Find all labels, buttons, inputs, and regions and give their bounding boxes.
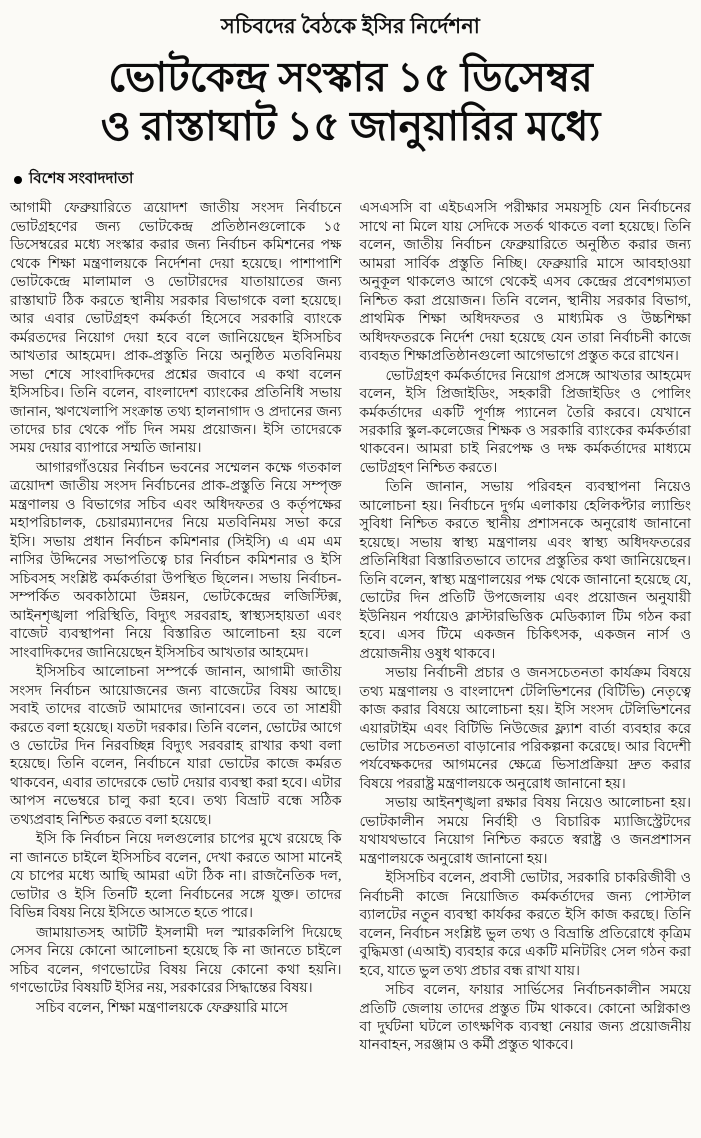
article-paragraph: তিনি জানান, সভায় পরিবহন ব্যবস্থাপনা নিয়েও আলোচনা হয়। নির্বাচনে দুর্গম এলাকায় হেলিকপ্টার ল্যান্ডিং সুবিধা নিশ্চিত করতে স্থানীয় প্রশাসনকে অনুরোধ জানানো হয়েছে। সভায় স্বাস্থ্য মন্ত্রণালয় এবং স্বাস্থ্য অধিদফতরের প্রতিনিধিরা বিস্তারিতভাবে তাদের প্রস্তুতির কথা জানিয়েছেন। তিনি বলেন, স্বাস্থ্য মন্ত্রণালয়ের পক্ষ থেকে জানানো হয়েছে যে, ভোটের দিন প্রতিটি উপজেলায় এবং প্রয়োজন অনুযায়ী ইউনিয়ন পর্যায়েও ক্লাস্টারভিত্তিক মেডিক্যাল টিম গঠন করা হবে। এসব টিমে একজন চিকিৎসক, একজন নার্স ও প্রয়োজনীয় ওষুধ থাকবে।: [359, 480, 691, 662]
article-paragraph: আগামী ফেব্রুয়ারিতে ত্রয়োদশ জাতীয় সংসদ নির্বাচনে ভোটগ্রহণের জন্য ভোটকেন্দ্র প্রতিষ্ঠানগুলোকে ১৫ ডিসেম্বরের মধ্যে সংস্কার করার জন্য নির্বাচন কমিশনের পক্ষ থেকে শিক্ষা মন্ত্রণালয়কে নির্দেশনা দেয়া হয়েছে। পাশাপাশি ভোটকেন্দ্রে মালামাল ও ভোটারদের যাতায়াতের জন্য রাস্তাঘাট ঠিক করতে স্থানীয় সরকার বিভাগকে বলা হয়েছে। আর এবার ভোটগ্রহণ কর্মকর্তা হিসেবে সরকারি ব্যাংকে কর্মরতদের নিয়োগ দেয়া হবে বলে জানিয়েছেন ইসিসচিব আখতার আহমেদ। প্রাক-প্রস্তুতি নিয়ে অনুষ্ঠিত মতবিনিময় সভা শেষে সাংবাদিকদের প্রশ্নের জবাবে এ কথা বলেন ইসিসচিব। তিনি বলেন, বাংলাদেশ ব্যাংকের প্রতিনিধি সভায় জানান, ঋণখেলাপি সংক্রান্ত তথ্য হালনাগাদ ও প্রদানের জন্য তাদের চার থেকে পাঁচ দিন সময় প্রয়োজন। ইসি তাদেরকে সময় দেয়ার ব্যাপারে সম্মতি জানায়।: [10, 201, 342, 457]
bullet-icon: [14, 176, 22, 184]
article-paragraph: সভায় নির্বাচনী প্রচার ও জনসচেতনতা কার্যক্রম বিষয়ে তথ্য মন্ত্রণালয় ও বাংলাদেশ টেলিভিশনের (বিটিভি) নেতৃত্বে কাজ করার বিষয়ে আলোচনা হয়। ইসি সংসদ টেলিভিশনের এয়ারটাইম এবং বিটিভি নিউজের ফ্ল্যাশ বার্তা ব্যবহার করে ভোটার সচেতনতা বাড়ানোর পরিকল্পনা করেছে। আর বিদেশী পর্যবেক্ষকদের আগমনের ক্ষেত্রে ভিসাপ্রক্রিয়া দ্রুত করার বিষয়ে পররাষ্ট্র মন্ত্রণালয়কে অনুরোধ জানানো হয়।: [359, 666, 691, 792]
kicker: সচিবদের বৈঠকে ইসির নির্দেশনা: [220, 14, 481, 38]
article-paragraph: এসএসসি বা এইচএসসি পরীক্ষার সময়সূচি যেন নির্বাচনের সাথে না মিলে যায় সেদিকে সতর্ক থাকতে বলা হয়েছে। তিনি বলেন, জাতীয় নির্বাচন ফেব্রুয়ারিতে অনুষ্ঠিত করার জন্য আমরা সার্বিক প্রস্তুতি নিচ্ছি। ফেব্রুয়ারি মাসে আবহাওয়া অনুকূল থাকলেও আগে থেকেই এসব কেন্দ্রের প্রবেশগম্যতা নিশ্চিত করা প্রয়োজন। তিনি বলেন, স্থানীয় সরকার বিভাগ, প্রাথমিক শিক্ষা অধিদফতর ও মাধ্যমিক ও উচ্চশিক্ষা অধিদফতরকে নির্দেশ দেয়া হয়েছে যেন তারা নির্বাচনী কাজে ব্যবহৃত শিক্ষাপ্রতিষ্ঠানগুলো আগেভাগে প্রস্তুত করে রাখেন।: [359, 201, 691, 365]
article-paragraph: জামায়াতসহ আটটি ইসলামী দল স্মারকলিপি দিয়েছে সেসব নিয়ে কোনো আলোচনা হয়েছে কি না জানতে চাইলে সচিব বলেন, গণভোটের বিষয় নিয়ে কোনো কথা হয়নি। গণভোটের বিষয়টি ইসির নয়, সরকারের সিদ্ধান্তের বিষয়।: [10, 925, 342, 997]
article-paragraph: সভায় আইনশৃঙ্খলা রক্ষার বিষয় নিয়েও আলোচনা হয়। ভোটকালীন সময়ে নির্বাহী ও বিচারিক ম্যাজিস্ট্রেটদের যথাযথভাবে নিয়োগ নিশ্চিত করতে স্বরাষ্ট্র ও জনপ্রশাসন মন্ত্রণালয়কে অনুরোধ জানানো হয়।: [359, 796, 691, 867]
byline-row: [14, 167, 691, 192]
article-paragraph: আগারগাঁওয়ের নির্বাচন ভবনের সম্মেলন কক্ষে গতকাল ত্রয়োদশ জাতীয় সংসদ নির্বাচনের প্রাক-প্রস্তুতি নিয়ে সম্পৃক্ত মন্ত্রণালয় ও বিভাগের সচিব এবং অধিদফতর ও কর্তৃপক্ষের মহাপরিচালক, চেয়ারম্যানদের নিয়ে মতবিনিময় সভা করে ইসি। সভায় প্রধান নির্বাচন কমিশনার (সিইসি) এ এম এম নাসির উদ্দিনের সভাপতিত্বে চার নির্বাচন কমিশনার ও ইসি সচিবসহ সংশ্লিষ্ট কর্মকর্তারা উপস্থিত ছিলেন। সভায় নির্বাচন-সম্পর্কিত অবকাঠামো উন্নয়ন, ভোটকেন্দ্রের লজিস্টিক্স, আইনশৃঙ্খলা পরিস্থিতি, বিদ্যুৎ সরবরাহ, স্বাস্থ্যসহায়তা এবং বাজেট ব্যবস্থাপনা নিয়ে বিস্তারিত আলোচনা হয় বলে সাংবাদিকদের জানিয়েছেন ইসিসচিব আখতার আহমেদ।: [10, 460, 342, 661]
article-column-right: [360, 200, 692, 1057]
headline: [10, 53, 691, 151]
article-paragraph: ভোটগ্রহণ কর্মকর্তাদের নিয়োগ প্রসঙ্গে আখতার আহমেদ বলেন, ইসি প্রিজাইডিং, সহকারী প্রিজাইডিং ও পোলিং কর্মকর্তাদের একটি পূর্ণাঙ্গ প্যানেল তৈরি করবে। যেখানে সরকারি স্কুল-কলেজের শিক্ষক ও সরকারি ব্যাংকের কর্মকর্তারা থাকবেন। আমরা চাই নিরপেক্ষ ও দক্ষ কর্মকর্তাদের মাধ্যমে ভোটগ্রহণ নিশ্চিত করতে।: [359, 368, 691, 476]
article-paragraph: ইসিসচিব বলেন, প্রবাসী ভোটার, সরকারি চাকরিজীবী ও নির্বাচনী কাজে নিয়োজিত কর্মকর্তাদের জন্য পোস্টাল ব্যালটের নতুন ব্যবস্থা কার্যকর করতে ইসি কাজ করছে। তিনি বলেন, নির্বাচন সংশ্লিষ্ট ভুল তথ্য ও বিভ্রান্তি প্রতিরোধে কৃত্রিম বুদ্ধিমত্তা (এআই) ব্যবহার করে একটি মনিটরিং সেল গঠন করা হবে, যাতে ভুল তথ্য প্রচার বন্ধ রাখা যায়।: [359, 871, 691, 979]
article-column-left: [10, 200, 342, 1019]
article-body: [10, 200, 691, 1057]
article-paragraph: সচিব বলেন, শিক্ষা মন্ত্রণালয়কে ফেব্রুয়ারি মাসে: [36, 1000, 288, 1016]
headline-line-2: ও রাস্তাঘাট ১৫ জানুয়ারির মধ্যে: [100, 103, 601, 150]
headline-line-1: ভোটকেন্দ্র সংস্কার ১৫ ডিসেম্বর: [108, 54, 593, 100]
article-paragraph: ইসি কি নির্বাচন নিয়ে দলগুলোর চাপের মুখে রয়েছে কি না জানতে চাইলে ইসিসচিব বলেন, দেখা করতে আসা মানেই যে চাপের মধ্যে আছি আমরা এটা ঠিক না। রাজনৈতিক দল, ভোটার ও ইসি তিনটি হলো নির্বাচনের সঙ্গে যুক্ত। তাদের বিভিন্ন বিষয় নিয়ে ইসিতে আসতে হতে পারে।: [10, 832, 342, 922]
byline: বিশেষ সংবাদদাতা: [29, 171, 134, 188]
article-paragraph: সচিব বলেন, ফায়ার সার্ভিসের নির্বাচনকালীন সময়ে প্রতিটি জেলায় তাদের প্রস্তুত টিম থাকবে। কোনো অগ্নিকাণ্ড বা দুর্ঘটনা ঘটলে তাৎক্ষণিক ব্যবস্থা নেয়ার জন্য প্রয়োজনীয় যানবাহন, সরঞ্জাম ও কর্মী প্রস্তুত থাকবে।: [359, 983, 691, 1054]
article-paragraph: ইসিসচিব আলোচনা সম্পর্কে জানান, আগামী জাতীয় সংসদ নির্বাচন আয়োজনের জন্য বাজেটের বিষয় আছে। সবাই তাদের বাজেট আমাদের জানাবেন। তবে তা সাশ্রয়ী করতে বলা হয়েছে। যতটা দরকার। তিনি বলেন, ভোটের আগে ও ভোটের দিন নিরবচ্ছিন্ন বিদ্যুৎ সরবরাহ রাখার কথা বলা হয়েছে। তিনি বলেন, নির্বাচনে যারা ভোটের কাজে কর্মরত থাকবেন, এবার তাদেরকে ভোট দেয়ার ব্যবস্থা করা হবে। এটার আপস নভেম্বরে চালু করা হবে। তথ্য বিভ্রাট বন্ধে সঠিক তথ্যপ্রবাহ নিশ্চিত করতে বলা হয়েছে।: [10, 665, 342, 828]
